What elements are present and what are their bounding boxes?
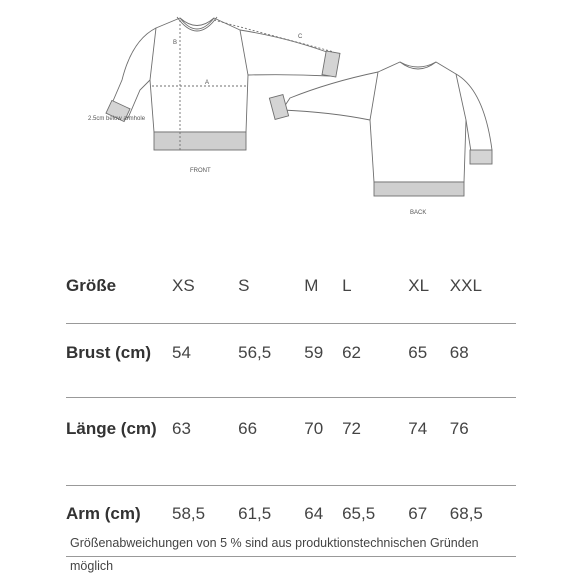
back-neckline	[400, 62, 436, 69]
front-right-sleeve	[240, 30, 335, 76]
size-xs: XS	[172, 260, 238, 324]
size-xl: XL	[408, 260, 450, 324]
back-right-sleeve	[456, 74, 492, 158]
back-caption: BACK	[410, 210, 427, 216]
table-cell: 66	[238, 398, 304, 486]
measure-c-label: C	[298, 34, 303, 40]
back-view	[269, 62, 492, 196]
table-cell: 65	[408, 324, 450, 398]
table-row-brust	[66, 324, 516, 398]
size-s: S	[238, 260, 304, 324]
back-left-sleeve	[282, 72, 378, 120]
row-label: Länge (cm)	[66, 398, 172, 486]
table-cell: 67	[408, 486, 450, 557]
table-cell: 74	[408, 398, 450, 486]
size-m: M	[304, 260, 342, 324]
measure-b-label: B	[173, 40, 178, 46]
table-cell: 58,5	[172, 486, 238, 557]
front-neckline	[177, 17, 217, 31]
size-deviation-note: Größenabweichungen von 5 % sind aus produktionstechnischen Gründen möglich	[70, 536, 479, 573]
table-cell: 72	[342, 398, 408, 486]
header-label: Größe	[66, 260, 172, 324]
size-xxl: XXL	[450, 260, 516, 324]
measure-a-label: A	[205, 80, 210, 86]
table-row-laenge	[66, 398, 516, 486]
back-left-cuff	[269, 95, 288, 120]
table-cell: 56,5	[238, 324, 304, 398]
table-cell: 63	[172, 398, 238, 486]
measure-c-line	[214, 20, 334, 52]
back-hem-band	[374, 182, 464, 196]
table-cell: 65,5	[342, 486, 408, 557]
front-hem-band	[154, 132, 246, 150]
front-right-cuff	[322, 51, 340, 77]
front-body-outline	[150, 18, 248, 132]
table-cell: 64	[304, 486, 342, 557]
table-header-row	[66, 260, 516, 324]
table-cell: 68,5	[450, 486, 516, 557]
table-cell: 76	[450, 398, 516, 486]
table-cell: 54	[172, 324, 238, 398]
size-l: L	[342, 260, 408, 324]
back-body-outline	[370, 62, 466, 182]
back-right-cuff	[470, 150, 492, 164]
table-cell: 59	[304, 324, 342, 398]
size-table	[66, 260, 516, 557]
front-caption: FRONT	[190, 168, 211, 174]
sweatshirt-size-diagram	[0, 0, 579, 230]
front-view	[106, 17, 340, 150]
below-armhole-note: 2.5cm below armhole	[88, 116, 146, 122]
table-cell: 61,5	[238, 486, 304, 557]
row-label: Brust (cm)	[66, 324, 172, 398]
table-cell: 70	[304, 398, 342, 486]
table-cell: 68	[450, 324, 516, 398]
row-label: Arm (cm)	[66, 486, 172, 557]
table-cell: 62	[342, 324, 408, 398]
